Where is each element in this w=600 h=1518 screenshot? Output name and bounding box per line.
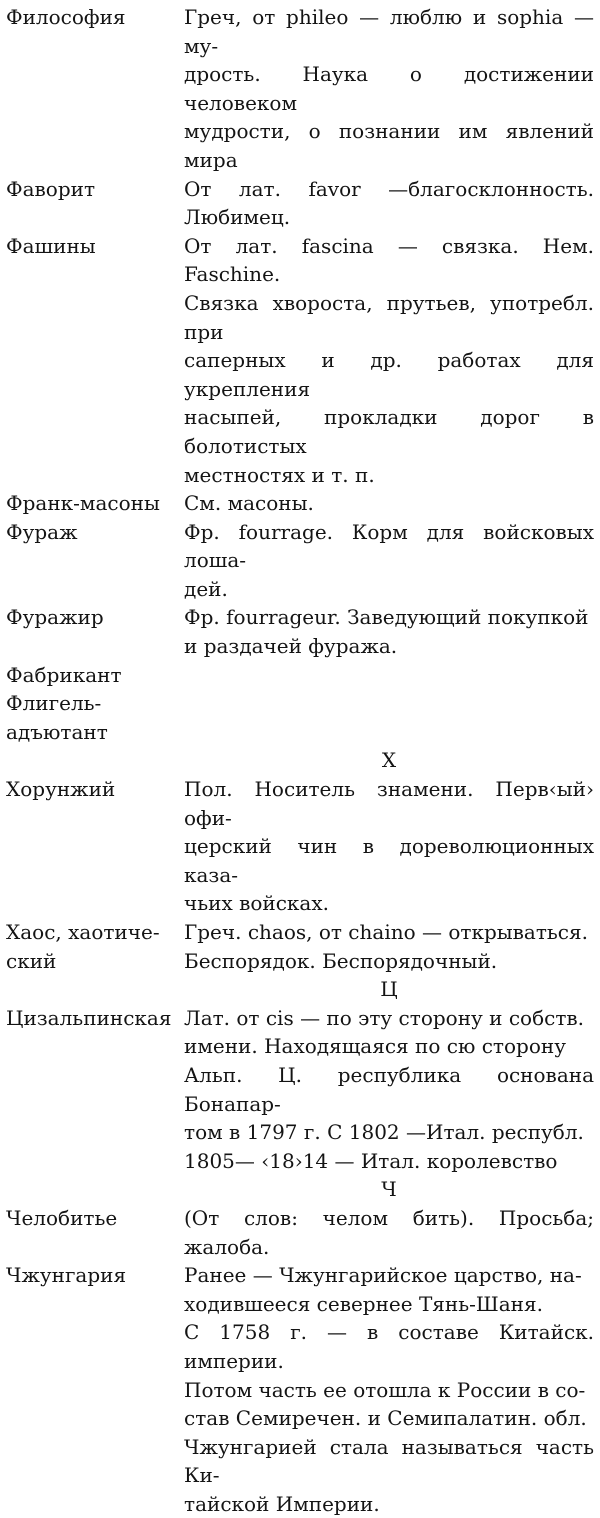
letter-heading: Х [381,748,397,773]
definition-line: местностях и т. п. [184,462,375,487]
term-line: Чжунгария [6,1263,127,1288]
entry [6,3,594,175]
term-line: Фураж [6,519,78,544]
term-line: Цизальпинская [6,1005,172,1030]
term-line: Фабрикант [6,662,122,687]
definition-line: Потом часть ее отошла к России в со- [184,1377,586,1402]
definition-line: и раздачей фуража. [184,634,398,659]
term-line: Хорунжий [6,777,116,802]
entry-definition [184,603,594,660]
term-line: Флигель- [6,691,102,716]
definition-line: имени. Находящаяся по сю сторону [184,1034,566,1059]
entry-term [6,689,184,746]
definition-line: чьих войсках. [184,891,329,916]
definition-line: От лат. favor —благосклонность. Любимец. [184,176,594,230]
entry-term [6,518,184,547]
definition-line: Греч. chaos, от chaino — открываться. [184,920,588,944]
entry-definition [184,489,594,518]
entry-definition [184,232,594,489]
entry-term [6,1261,184,1290]
entry-term [6,1004,184,1033]
entry [6,661,594,690]
term-line: Фуражир [6,605,104,630]
entry-term [6,603,184,632]
entry-definition [184,918,594,975]
entry-definition [184,1261,594,1518]
entry-definition [184,1004,594,1176]
definition-line: См. масоны. [184,491,314,516]
definition-line: став Семиречен. и Семипалатин. обл. [184,1406,587,1431]
entry-term [6,775,184,804]
entry-definition [184,175,594,232]
entry [6,918,594,975]
definition-line: С 1758 г. — в составе Китайск. империи. [184,1320,594,1373]
entry-definition [184,1204,594,1261]
term-line: Челобитье [6,1205,118,1230]
entry [6,232,594,489]
definition-line: Связка хвороста, прутьев, употребл. при [184,290,594,344]
definition-line: Ранее — Чжунгарийское царство, на- [184,1263,582,1288]
definition-line: саперных и др. работах для укрепления [184,348,594,401]
term-line: адъютант [6,719,108,744]
entry [6,175,594,232]
letter-heading: Ц [380,977,398,1002]
definition-line: тайской Империи. [184,1491,380,1516]
term-line: Фаворит [6,176,96,201]
entry [6,603,594,660]
term-line: Хаос, хаотиче- [6,920,160,944]
entry [6,1261,594,1518]
entry-definition [184,518,594,604]
term-line: Франк-масоны [6,491,160,516]
entry-term [6,175,184,204]
definition-line: насыпей, прокладки дорог в болотистых [184,405,594,458]
entry [6,518,594,604]
definition-line: Чжунгарией стала называться часть Ки- [184,1434,594,1488]
entry [6,1004,594,1176]
definition-line: дей. [184,576,228,601]
definition-line: Беспорядок. Беспорядочный. [184,948,498,973]
entry [6,1204,594,1261]
entry-term [6,3,184,32]
definition-line: Лат. от cis — по эту сторону и собств. [184,1005,585,1030]
term-line: Философия [6,5,126,29]
definition-line: церский чин в дореволюционных каза- [184,834,594,887]
definition-line: том в 1797 г. С 1802 —Итал. республ. [184,1120,584,1145]
letter-heading: Ч [381,1177,397,1202]
definition-line: (От слов: челом бить). Просьба; жалоба. [184,1205,594,1259]
entry-definition [184,3,594,175]
entry [6,689,594,746]
definition-line: Греч, от phileo — люблю и sophia — му- [184,5,594,58]
entry-term [6,489,184,518]
definition-line: Фр. fourrageur. Заведующий покупкой [184,605,589,630]
definition-line: От лат. fascina — связка. Нем. Faschine. [184,233,594,287]
entry [6,775,594,918]
definition-line: дрость. Наука о достижении человеком [184,62,594,115]
glossary [6,3,594,1518]
term-line: Фашины [6,233,96,258]
definition-line: Фр. fourrage. Корм для войсковых лоша- [184,519,594,573]
entry-term [6,661,184,690]
definition-line: ходившееся севернее Тянь-Шаня. [184,1291,543,1316]
definition-line: мудрости, о познании им явлений мира [184,119,594,172]
definition-line: 1805— ‹18›14 — Итал. королевство [184,1148,558,1173]
entry [6,489,594,518]
term-line: ский [6,948,57,973]
entry-definition [184,775,594,918]
entry-term [6,918,184,975]
entry-term [6,1204,184,1233]
entry-term [6,232,184,261]
definition-line: Альп. Ц. республика основана Бонапар- [184,1062,594,1116]
definition-line: Пол. Носитель знамени. Перв‹ый› офи- [184,777,594,830]
